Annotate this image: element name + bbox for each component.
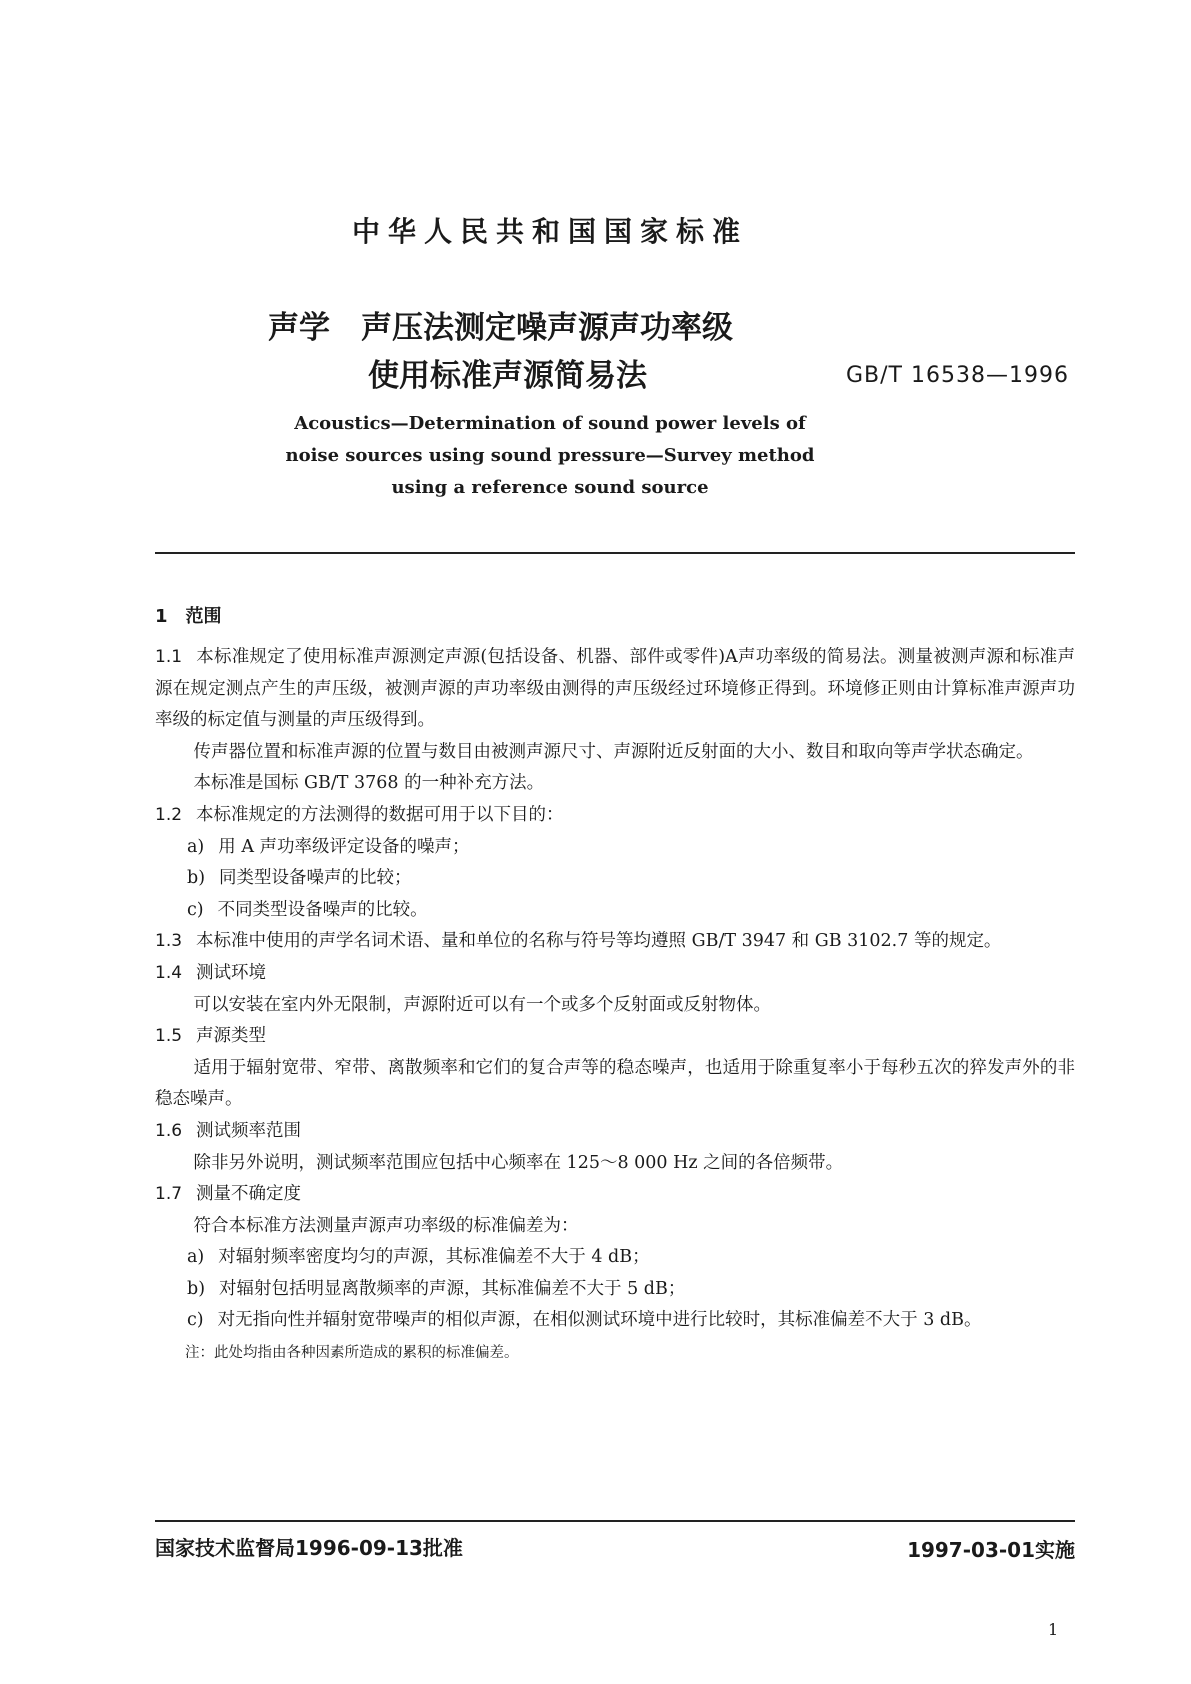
standard-number: GB/T 16538—1996 — [846, 363, 1069, 388]
top-divider — [155, 552, 1075, 554]
note: 注：此处均指由各种因素所造成的累积的标准偏差。 — [185, 1345, 519, 1362]
clause-heading: 测试频率范围 — [196, 1120, 302, 1141]
clause-text: 本标准中使用的声学名词术语、量和单位的名称与符号等均遵照 GB/T 3947 和 GB 3102.7 等的规定。 — [196, 931, 1002, 952]
clause-number: 1.7 — [155, 1184, 183, 1205]
clause-number: 1.3 — [155, 931, 183, 952]
clause-1-7-text: 符合本标准方法测量声源声功率级的标准偏差为： — [193, 1215, 579, 1236]
list-item-mark: a) — [187, 836, 205, 857]
clause-number: 1.4 — [155, 962, 183, 983]
clause-1-6-heading — [155, 1116, 1075, 1148]
clause-1-2 — [155, 800, 1075, 832]
list-item-text: 不同类型设备噪声的比较。 — [217, 899, 428, 920]
implementation-date: 1997-03-01实施 — [907, 1538, 1075, 1562]
list-item-mark: b) — [187, 868, 206, 889]
list-item — [155, 863, 1075, 895]
title-en-line2: noise sources using sound pressure—Survey method — [285, 445, 815, 466]
list-item-text: 用 A 声功率级评定设备的噪声； — [218, 836, 470, 857]
clause-heading: 测试环境 — [196, 962, 267, 983]
clause-1-5-text: 适用于辐射宽带、窄带、离散频率和它们的复合声等的稳态噪声，也适用于除重复率小于每秒五次的猝发声外的非稳态噪声。 — [155, 1057, 1075, 1110]
list-item-mark: c) — [187, 899, 204, 920]
list-item — [155, 832, 1075, 864]
clause-1-5-heading — [155, 1021, 1075, 1053]
list-item — [155, 1274, 1075, 1306]
bottom-divider — [155, 1520, 1075, 1522]
clause-1-6-text: 除非另外说明，测试频率范围应包括中心频率在 125～8 000 Hz 之间的各倍频带。 — [193, 1152, 844, 1173]
clause-number: 1.1 — [155, 647, 183, 667]
clause-text: 本标准规定的方法测得的数据可用于以下目的： — [196, 804, 564, 825]
list-item-text: 同类型设备噪声的比较； — [219, 868, 412, 889]
list-item — [155, 1242, 1075, 1274]
clause-1-7-heading — [155, 1179, 1075, 1211]
clause-1-3 — [155, 926, 1075, 958]
section-number: 1 — [155, 606, 168, 627]
clause-number: 1.5 — [155, 1026, 183, 1047]
clause-1-4-text: 可以安装在室内外无限制，声源附近可以有一个或多个反射面或反射物体。 — [193, 994, 771, 1015]
title-zh-line1: 声学 声压法测定噪声源声功率级 — [268, 310, 733, 346]
document-body — [155, 642, 1075, 1367]
list-item-mark: c) — [187, 1310, 204, 1331]
title-zh-line2: 使用标准声源简易法 — [368, 358, 647, 394]
list-item — [155, 895, 1075, 927]
list-item-text: 对无指向性并辐射宽带噪声的相似声源，在相似测试环境中进行比较时，其标准偏差不大于 3 dB。 — [217, 1310, 982, 1331]
clause-1-4-heading — [155, 958, 1075, 990]
title-en — [0, 408, 1100, 504]
list-item-mark: b) — [187, 1278, 206, 1299]
clause-number: 1.2 — [155, 804, 183, 825]
title-en-line3: using a reference sound source — [391, 477, 709, 498]
section-title: 范围 — [185, 606, 222, 627]
list-item-text: 对辐射频率密度均匀的声源，其标准偏差不大于 4 dB； — [218, 1247, 650, 1268]
list-item-mark: a) — [187, 1247, 205, 1268]
page-number: 1 — [1048, 1620, 1059, 1639]
clause-text: 本标准规定了使用标准声源测定声源(包括设备、机器、部件或零件)A声功率级的简易法。测量被测声源和标准声源在规定测点产生的声压级，被测声源的声功率级由测得的声压级经过环境修正得到。环境修正则由计算标准声源声功率级的标定值与测量的声压级得到。 — [155, 647, 1075, 731]
section-heading — [155, 602, 222, 628]
clause-heading: 声源类型 — [196, 1026, 267, 1047]
title-en-line1: Acoustics—Determination of sound power levels of — [294, 413, 806, 434]
clause-1-1-para2: 传声器位置和标准声源的位置与数目由被测声源尺寸、声源附近反射面的大小、数目和取向等声学状态确定。 — [193, 741, 1034, 762]
clause-1-1-para3: 本标准是国标 GB/T 3768 的一种补充方法。 — [193, 773, 545, 794]
list-item — [155, 1305, 1075, 1337]
clause-number: 1.6 — [155, 1120, 183, 1141]
national-standard-header: 中华人民共和国国家标准 — [351, 215, 748, 248]
list-item-text: 对辐射包括明显离散频率的声源，其标准偏差不大于 5 dB； — [219, 1278, 686, 1299]
clause-1-1 — [155, 642, 1075, 737]
clause-heading: 测量不确定度 — [196, 1184, 302, 1205]
approval-line: 国家技术监督局1996-09-13批准 — [155, 1536, 463, 1560]
